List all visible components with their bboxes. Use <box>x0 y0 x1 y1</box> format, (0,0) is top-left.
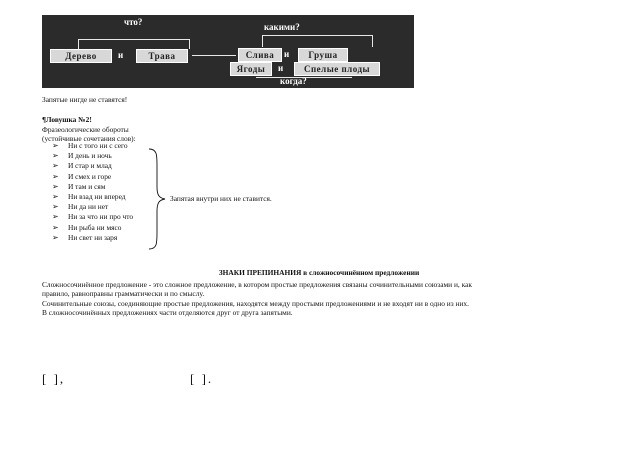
definition-line-1: Сложносочинённое предложение - это сложное предложение, в котором простые предложения связаны сочинительными союзами и, как <box>42 280 472 289</box>
diagram-box-berries: Ягоды <box>230 62 272 76</box>
scheme-left: [ ], <box>42 371 66 386</box>
diagram-connector <box>262 35 372 36</box>
section-title <box>0 268 638 277</box>
arrow-bullet-icon: ➢ <box>52 202 59 212</box>
arrow-bullet-icon: ➢ <box>52 171 59 181</box>
phrase-text: И день и ночь <box>68 151 112 161</box>
phrase-text: И стар и млад <box>68 161 112 171</box>
phrase-text: Ни рыба ни мясо <box>68 222 122 232</box>
scheme-right: [ ]. <box>190 371 214 386</box>
diagram-conj-1: и <box>118 50 124 60</box>
arrow-bullet-icon: ➢ <box>52 222 59 232</box>
diagram-connector <box>372 35 373 47</box>
list-item <box>52 223 133 233</box>
trap-heading <box>42 115 92 124</box>
diagram-box-plum: Слива <box>238 48 282 62</box>
diagram-conj-2: и <box>284 49 290 59</box>
diagram-label-what: что? <box>124 17 143 27</box>
arrow-bullet-icon: ➢ <box>52 232 59 242</box>
pilcrow-icon: ¶ <box>42 115 46 124</box>
phrase-text: Ни взад ни вперед <box>68 192 126 202</box>
conjunction-paragraph: Сочинительные союзы, соединяющие простые предложения, находятся между простыми предложениями и не входят ни в одно из них. <box>42 298 469 308</box>
list-item <box>52 202 133 212</box>
arrow-bullet-icon: ➢ <box>52 181 59 191</box>
definition-paragraph <box>42 280 602 318</box>
list-item <box>52 182 133 192</box>
phrase-text: Ни за что ни про что <box>68 212 134 222</box>
arrow-bullet-icon: ➢ <box>52 141 59 150</box>
phrase-text: Ни да ни нет <box>68 202 109 212</box>
diagram-connector <box>78 39 190 40</box>
diagram-label-when: когда? <box>280 76 307 86</box>
phrase-text: И смех и горе <box>68 171 112 181</box>
phrase-heading-line1: Фразеологические обороты <box>42 125 129 134</box>
phrases-list <box>52 141 133 243</box>
list-item <box>52 212 133 222</box>
diagram-connector <box>262 35 263 47</box>
diagram-connector <box>78 39 79 49</box>
phrase-text: И там и сям <box>68 181 106 191</box>
commas-not-placed-note: Запятые нигде не ставятся! <box>42 95 128 104</box>
list-item <box>52 192 133 202</box>
diagram-connector <box>192 55 236 56</box>
phrase-heading-line2: (устойчивые сочетания слов): <box>42 134 136 143</box>
section-title-text: ЗНАКИ ПРЕПИНАНИЯ в сложносочинённом предложении <box>218 268 420 277</box>
arrow-bullet-icon: ➢ <box>52 212 59 222</box>
arrow-bullet-icon: ➢ <box>52 151 59 161</box>
phrase-text: Ни свет ни заря <box>68 232 118 242</box>
list-item <box>52 172 133 182</box>
list-item <box>52 161 133 171</box>
diagram-box-tree: Дерево <box>50 49 112 63</box>
arrow-bullet-icon: ➢ <box>52 192 59 202</box>
phrase-text: Ни с того ни с сего <box>68 141 128 150</box>
diagram-connector <box>189 39 190 49</box>
curly-brace-icon <box>147 147 167 251</box>
brace-note: Запятая внутри них не ставится. <box>170 194 272 203</box>
definition-line-2: правило, равноправны грамматически и по смыслу. <box>42 289 205 299</box>
separation-paragraph: В сложносочинённых предложениях части отделяются друг от друга запятыми. <box>42 308 293 318</box>
diagram-conj-3: и <box>278 63 284 73</box>
trap-title: Ловушка №2! <box>46 115 92 124</box>
list-item <box>52 151 133 161</box>
list-item <box>52 141 133 151</box>
diagram-image <box>42 15 414 88</box>
diagram-box-grass: Трава <box>136 49 188 63</box>
diagram-label-which: какими? <box>264 22 300 32</box>
diagram-box-pear: Груша <box>298 48 348 62</box>
arrow-bullet-icon: ➢ <box>52 161 59 171</box>
list-item <box>52 233 133 243</box>
diagram-box-ripe-fruits: Спелые плоды <box>294 62 380 76</box>
